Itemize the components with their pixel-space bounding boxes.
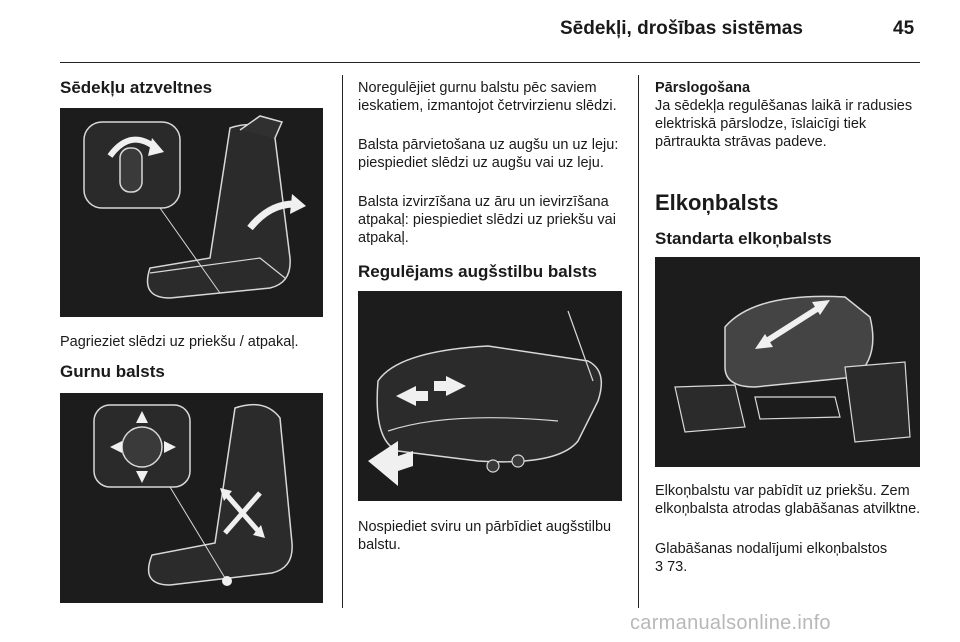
heading-lumbar-support: Gurnu balsts (60, 362, 165, 381)
caption-armrest: Elkoņbalstu var pabīdīt uz priekšu. Zem elkoņbalsta atrodas glabāšanas atvilktne. (655, 483, 921, 517)
reference-page-link[interactable]: 73. (667, 559, 688, 575)
column-divider-2 (638, 75, 639, 608)
page-number: 45 (893, 18, 915, 39)
heading-thigh-support: Regulējams augšstilbu balsts (358, 262, 598, 281)
heading-armrest: Elkoņbalsts (655, 190, 779, 215)
figure-backrest-adjust (60, 108, 323, 317)
caption-backrest: Pagrieziet slēdzi uz priekšu / atpakaļ. (60, 334, 299, 350)
override-text: Ja sēdekļa regulēšanas laikā ir radusies elektriskā pārslodze, īslaicīgi tiek pārtraukta strāvas padeve. (655, 98, 913, 150)
reference-arrow-icon: 3 (655, 559, 664, 575)
paragraph-lumbar-updown: Balsta pārvietošana uz augšu un uz leju: piespiediet slēdzi uz augšu vai uz leju. (358, 137, 619, 171)
figure-thigh-support (358, 291, 622, 501)
storage-text: Glabāšanas nodalījumi elkoņbalstos (655, 541, 888, 557)
header-rule (60, 62, 920, 63)
heading-seat-backrest: Sēdekļu atzveltnes (60, 78, 213, 97)
override-block (655, 79, 925, 151)
paragraph-lumbar-inout: Balsta izvirzīšana uz āru un ievirzīšana atpakaļ: piespiediet slēdzi uz priekšu vai atpakaļ. (358, 194, 616, 246)
paragraph-lumbar-adjust: Noregulējiet gurnu balstu pēc saviem ieskatiem, izmantojot četrvirzienu slēdzi. (358, 80, 617, 114)
footer-watermark: carmanualsonline.info (630, 612, 831, 634)
column-divider-1 (342, 75, 343, 608)
running-header-title: Sēdekļi, drošības sistēmas (560, 18, 803, 39)
override-title: Pārslogošana (655, 80, 751, 96)
subheading-standard-armrest: Standarta elkoņbalsts (655, 229, 832, 248)
figure-lumbar-support (60, 393, 323, 603)
caption-thigh-support: Nospiediet sviru un pārbīdiet augšstilbu balstu. (358, 519, 612, 553)
figure-armrest (655, 257, 920, 467)
paragraph-storage (655, 540, 925, 576)
